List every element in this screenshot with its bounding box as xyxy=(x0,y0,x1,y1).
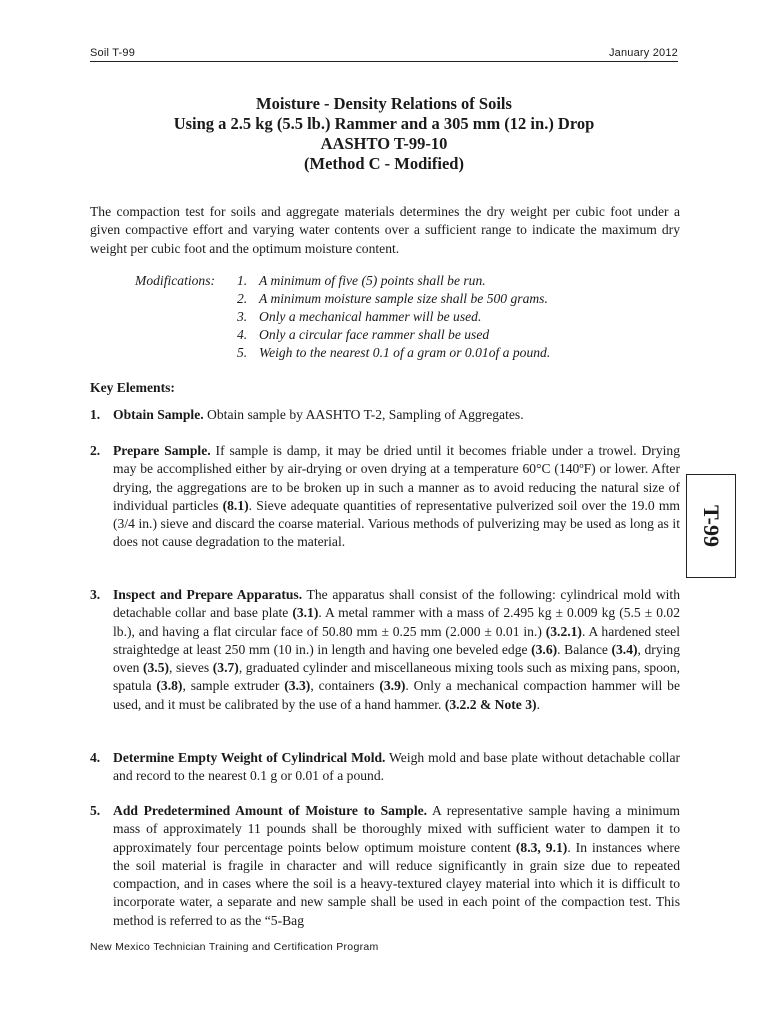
title-line-4: (Method C - Modified) xyxy=(304,154,464,173)
step-text: , containers xyxy=(310,678,380,694)
step-text: , drying oven xyxy=(113,641,680,676)
running-header xyxy=(90,47,678,62)
section-ref: (3.5) xyxy=(142,660,170,676)
section-ref: (3.6) xyxy=(531,641,558,657)
step-number: 4. xyxy=(90,750,101,765)
step-4 xyxy=(90,749,680,786)
step-text: , sample extruder xyxy=(182,678,285,694)
step-title: Obtain Sample. xyxy=(113,407,204,422)
modification-text: A minimum moisture sample size shall be 500 grams. xyxy=(259,291,548,306)
step-text: If sample is damp, it may be dried until it becomes friable under a trowel. Drying may be accomplished either by air-drying or oven drying at a temperature 60°C (140ºF) or lower. After drying, the aggregations are to be broken up in such a manner as to avoid reducing the natural size of individual particles xyxy=(113,443,681,513)
page-footer: New Mexico Technician Training and Certification Program xyxy=(90,941,379,953)
step-body xyxy=(113,802,680,930)
section-ref: (8.1) xyxy=(222,497,249,513)
step-text: Weigh mold and base plate without detachable collar and record to the nearest 0.1 g or 0.01 of a pound. xyxy=(113,750,681,784)
modification-item xyxy=(237,326,697,344)
modification-text: Weigh to the nearest 0.1 of a gram or 0.01of a pound. xyxy=(259,345,551,360)
step-title: Prepare Sample. xyxy=(113,443,211,458)
step-number: 1. xyxy=(90,407,101,422)
section-ref: (8.3, 9.1) xyxy=(515,839,568,855)
modification-item xyxy=(237,308,697,326)
intro-paragraph: The compaction test for soils and aggregate materials determines the dry weight per cubic foot under a given compactive effort and varying water contents over a sufficient range to indicate the maximum dry weight per cubic foot and the optimum moisture content. xyxy=(90,204,680,256)
modification-number: 3. xyxy=(237,309,248,324)
modification-number: 5. xyxy=(237,345,248,360)
step-3 xyxy=(90,586,680,714)
step-text: Obtain sample by AASHTO T-2, Sampling of Aggregates. xyxy=(203,407,524,422)
section-ref: (3.8) xyxy=(156,678,183,694)
step-text: A representative sample having a minimum mass of approximately 11 pounds shall be thoroughly mixed with sufficient water to dampen it to approximately four percentage points below optimum moisture content xyxy=(113,803,680,855)
step-title: Add Predetermined Amount of Moisture to Sample. xyxy=(113,803,428,818)
step-text: , sieves xyxy=(169,660,213,676)
step-body xyxy=(113,442,680,552)
step-title: Inspect and Prepare Apparatus. xyxy=(113,587,303,602)
step-body xyxy=(113,586,680,714)
step-text: . xyxy=(536,696,540,712)
step-title: Determine Empty Weight of Cylindrical Mold. xyxy=(113,750,386,765)
side-tab xyxy=(686,474,736,578)
key-elements-heading: Key Elements: xyxy=(90,380,175,395)
step-1 xyxy=(90,406,680,424)
modification-item xyxy=(237,272,697,290)
modification-text: Only a mechanical hammer will be used. xyxy=(259,309,482,324)
step-text: . In instances where the soil material is fragile in character and will reduce significantly in grain size due to repeated compaction, and in cases where the soil is a heavy-textured clayey material into which it is difficult to incorporate water, a separate and new sample shall be used in each point of the compaction test. This method is referred to as the “5-Bag xyxy=(113,839,680,928)
modification-text: A minimum of five (5) points shall be run. xyxy=(259,273,486,288)
section-ref: (3.7) xyxy=(212,660,239,676)
step-text: The apparatus shall consist of the following: cylindrical mold with detachable collar and base plate xyxy=(113,587,680,621)
step-2 xyxy=(90,442,680,552)
step-text: . Balance xyxy=(557,641,612,657)
modification-number: 4. xyxy=(237,327,248,342)
step-5 xyxy=(90,802,680,930)
section-ref: (3.4) xyxy=(611,641,638,657)
modifications-label: Modifications: xyxy=(135,273,216,288)
step-text: . A hardened steel straightedge at least 250 mm (10 in.) in length and having one beveled edge xyxy=(113,623,680,657)
title-line-3: AASHTO T-99-10 xyxy=(320,134,448,153)
modifications-list xyxy=(237,272,697,362)
step-text: . Only a mechanical compaction hammer will be used, and it must be calibrated by the use of a hand hammer. xyxy=(113,678,681,712)
section-ref: (3.2.2 & Note 3) xyxy=(444,696,537,712)
section-ref: (3.1) xyxy=(292,605,319,621)
step-number: 3. xyxy=(90,587,101,602)
step-text: , graduated cylinder and miscellaneous mixing tools such as mixing pans, spoon, spatula xyxy=(113,660,680,694)
step-number: 5. xyxy=(90,803,101,818)
section-ref: (3.9) xyxy=(379,678,406,694)
step-text: . Sieve adequate quantities of representative pulverized soil over the 19.0 mm (3/4 in.) sieve and discard the coarse material. Various methods of pulverizing may be used as long as it does not cause degradation to the material. xyxy=(113,497,681,550)
document-title xyxy=(90,94,678,174)
modification-text: Only a circular face rammer shall be used xyxy=(259,327,490,342)
modification-number: 2. xyxy=(237,291,248,306)
modification-item xyxy=(237,290,697,308)
title-line-1: Moisture - Density Relations of Soils xyxy=(256,94,512,113)
step-text: . A metal rammer with a mass of 2.495 kg ± 0.009 kg (5.5 ± 0.02 lb.), and having a flat circular face of 50.80 mm ± 0.25 mm (2.000 ± 0.01 in.) xyxy=(113,605,680,639)
section-ref: (3.2.1) xyxy=(545,623,582,639)
side-tab-label: T-99 xyxy=(698,505,724,547)
modification-item xyxy=(237,344,697,362)
title-line-2: Using a 2.5 kg (5.5 lb.) Rammer and a 305 mm (12 in.) Drop xyxy=(173,114,595,133)
modification-number: 1. xyxy=(237,273,248,288)
section-ref: (3.3) xyxy=(284,678,311,694)
step-body xyxy=(113,406,680,424)
header-doc-id: Soil T-99 xyxy=(90,47,136,59)
step-body xyxy=(113,749,680,786)
step-number: 2. xyxy=(90,443,101,458)
header-date: January 2012 xyxy=(608,47,678,59)
